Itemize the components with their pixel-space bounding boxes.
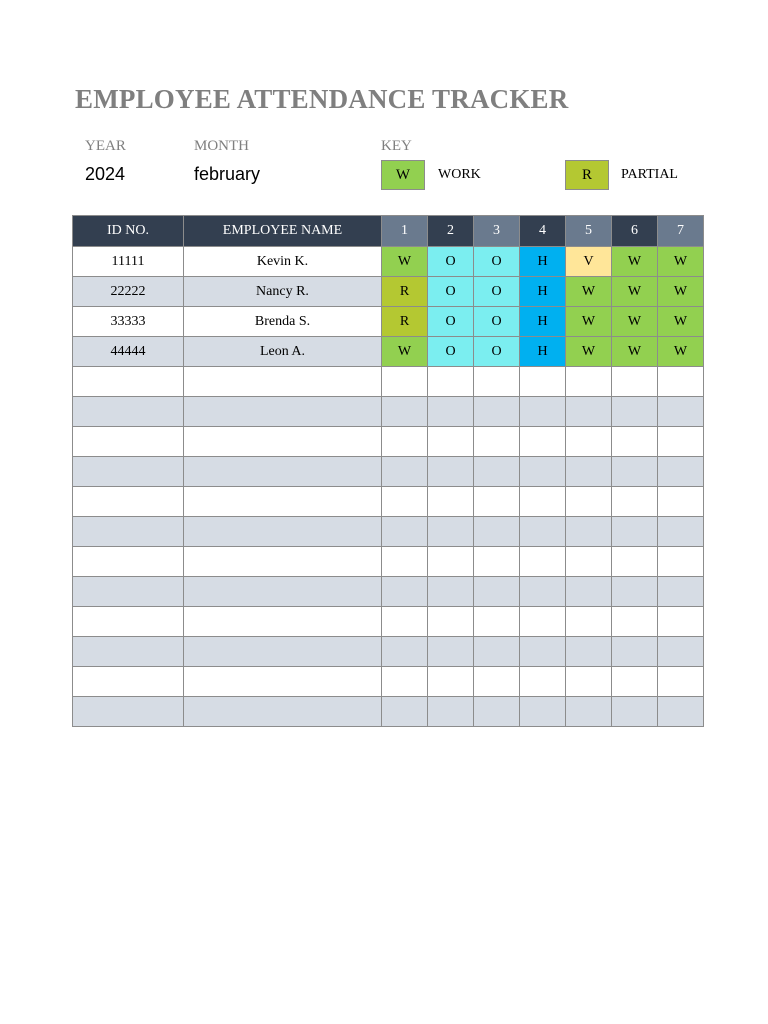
header-day: 4 (520, 216, 566, 247)
cell-day-status[interactable]: W (612, 307, 658, 337)
cell-day-status[interactable] (428, 517, 474, 547)
cell-id[interactable]: 33333 (73, 307, 184, 337)
cell-day-status[interactable] (474, 367, 520, 397)
table-row (73, 487, 704, 517)
cell-day-status[interactable] (612, 397, 658, 427)
month-value[interactable]: february (194, 164, 261, 184)
header-day: 7 (658, 216, 704, 247)
cell-day-status[interactable] (612, 697, 658, 727)
cell-day-status[interactable] (474, 667, 520, 697)
cell-day-status[interactable] (474, 457, 520, 487)
cell-employee-name[interactable] (184, 457, 382, 487)
cell-day-status[interactable] (612, 517, 658, 547)
header-row (73, 216, 704, 247)
cell-day-status[interactable] (612, 637, 658, 667)
cell-id[interactable] (73, 547, 184, 577)
table-row (73, 697, 704, 727)
cell-employee-name[interactable]: Brenda S. (184, 307, 382, 337)
cell-day-status[interactable] (612, 457, 658, 487)
cell-day-status[interactable] (520, 397, 566, 427)
key-work-text: WORK (438, 167, 481, 182)
cell-day-status[interactable] (382, 637, 428, 667)
cell-employee-name[interactable] (184, 547, 382, 577)
header-day: 5 (566, 216, 612, 247)
cell-day-status[interactable]: H (520, 307, 566, 337)
cell-day-status[interactable] (382, 667, 428, 697)
cell-day-status[interactable]: W (658, 337, 704, 367)
key-label: KEY (381, 138, 412, 154)
cell-day-status[interactable] (520, 517, 566, 547)
cell-day-status[interactable] (566, 487, 612, 517)
cell-day-status[interactable] (382, 487, 428, 517)
cell-id[interactable]: 22222 (73, 277, 184, 307)
cell-day-status[interactable] (474, 697, 520, 727)
table-row (73, 427, 704, 457)
cell-day-status[interactable] (428, 487, 474, 517)
cell-day-status[interactable]: O (474, 337, 520, 367)
cell-day-status[interactable]: O (428, 277, 474, 307)
table-row (73, 517, 704, 547)
cell-day-status[interactable] (520, 487, 566, 517)
table-row (73, 577, 704, 607)
cell-day-status[interactable]: O (428, 247, 474, 277)
cell-employee-name[interactable] (184, 667, 382, 697)
cell-day-status[interactable] (520, 367, 566, 397)
cell-day-status[interactable] (658, 487, 704, 517)
year-value[interactable]: 2024 (85, 164, 126, 184)
cell-day-status[interactable] (474, 487, 520, 517)
cell-id[interactable] (73, 607, 184, 637)
cell-day-status[interactable] (658, 517, 704, 547)
cell-id[interactable] (73, 427, 184, 457)
cell-day-status[interactable] (382, 547, 428, 577)
key-partial-text: PARTIAL (621, 167, 678, 182)
cell-day-status[interactable] (382, 457, 428, 487)
cell-day-status[interactable] (612, 607, 658, 637)
cell-day-status[interactable] (612, 547, 658, 577)
cell-day-status[interactable]: R (382, 307, 428, 337)
cell-id[interactable] (73, 637, 184, 667)
cell-day-status[interactable] (474, 427, 520, 457)
cell-day-status[interactable]: V (566, 247, 612, 277)
cell-day-status[interactable] (428, 457, 474, 487)
cell-day-status[interactable] (566, 607, 612, 637)
cell-day-status[interactable] (428, 427, 474, 457)
cell-id[interactable] (73, 517, 184, 547)
cell-id[interactable] (73, 667, 184, 697)
cell-employee-name[interactable] (184, 487, 382, 517)
key-work-swatch: W (381, 160, 425, 190)
table-row (73, 637, 704, 667)
cell-day-status[interactable] (566, 367, 612, 397)
cell-employee-name[interactable] (184, 397, 382, 427)
cell-day-status[interactable] (428, 607, 474, 637)
cell-day-status[interactable] (520, 457, 566, 487)
cell-employee-name[interactable]: Nancy R. (184, 277, 382, 307)
cell-day-status[interactable]: H (520, 337, 566, 367)
month-label: MONTH (194, 138, 249, 154)
cell-day-status[interactable] (520, 577, 566, 607)
cell-employee-name[interactable] (184, 577, 382, 607)
cell-day-status[interactable] (474, 397, 520, 427)
cell-day-status[interactable] (520, 697, 566, 727)
cell-day-status[interactable] (566, 547, 612, 577)
cell-day-status[interactable]: W (612, 337, 658, 367)
cell-day-status[interactable] (612, 667, 658, 697)
cell-id[interactable]: 44444 (73, 337, 184, 367)
cell-day-status[interactable]: O (474, 277, 520, 307)
table-row (73, 307, 704, 337)
cell-day-status[interactable] (566, 697, 612, 727)
table-row (73, 607, 704, 637)
cell-day-status[interactable] (474, 637, 520, 667)
cell-id[interactable] (73, 487, 184, 517)
cell-day-status[interactable] (520, 547, 566, 577)
page-title: EMPLOYEE ATTENDANCE TRACKER (75, 84, 569, 114)
cell-day-status[interactable] (382, 607, 428, 637)
table-row (73, 547, 704, 577)
cell-day-status[interactable] (382, 397, 428, 427)
header-name: EMPLOYEE NAME (184, 216, 382, 247)
cell-day-status[interactable] (520, 637, 566, 667)
table-row (73, 247, 704, 277)
cell-day-status[interactable]: W (382, 247, 428, 277)
header-day: 2 (428, 216, 474, 247)
cell-day-status[interactable] (658, 577, 704, 607)
cell-employee-name[interactable] (184, 607, 382, 637)
cell-day-status[interactable]: W (612, 277, 658, 307)
cell-day-status[interactable] (382, 697, 428, 727)
cell-day-status[interactable]: H (520, 247, 566, 277)
cell-day-status[interactable] (658, 607, 704, 637)
header-day: 6 (612, 216, 658, 247)
cell-day-status[interactable]: W (566, 307, 612, 337)
cell-day-status[interactable] (612, 367, 658, 397)
cell-day-status[interactable] (382, 427, 428, 457)
cell-day-status[interactable] (658, 667, 704, 697)
cell-day-status[interactable] (658, 697, 704, 727)
cell-day-status[interactable]: W (658, 247, 704, 277)
key-partial-swatch: R (565, 160, 609, 190)
table-row (73, 667, 704, 697)
cell-employee-name[interactable]: Leon A. (184, 337, 382, 367)
cell-day-status[interactable] (520, 607, 566, 637)
cell-employee-name[interactable] (184, 697, 382, 727)
table-row (73, 277, 704, 307)
cell-day-status[interactable]: W (658, 277, 704, 307)
cell-day-status[interactable] (382, 577, 428, 607)
cell-day-status[interactable] (520, 427, 566, 457)
header-day: 3 (474, 216, 520, 247)
cell-id[interactable] (73, 577, 184, 607)
cell-day-status[interactable] (566, 457, 612, 487)
cell-id[interactable] (73, 697, 184, 727)
cell-day-status[interactable] (566, 517, 612, 547)
cell-day-status[interactable] (658, 547, 704, 577)
cell-day-status[interactable] (566, 637, 612, 667)
cell-employee-name[interactable] (184, 427, 382, 457)
cell-day-status[interactable]: W (658, 307, 704, 337)
cell-day-status[interactable] (658, 397, 704, 427)
cell-day-status[interactable] (428, 397, 474, 427)
cell-day-status[interactable] (658, 637, 704, 667)
cell-day-status[interactable] (612, 487, 658, 517)
cell-day-status[interactable] (428, 367, 474, 397)
cell-day-status[interactable]: W (566, 277, 612, 307)
cell-employee-name[interactable] (184, 517, 382, 547)
cell-day-status[interactable] (520, 667, 566, 697)
table-row (73, 367, 704, 397)
cell-day-status[interactable] (382, 517, 428, 547)
cell-day-status[interactable] (382, 367, 428, 397)
table-row (73, 397, 704, 427)
cell-employee-name[interactable]: Kevin K. (184, 247, 382, 277)
cell-day-status[interactable] (428, 547, 474, 577)
cell-day-status[interactable] (566, 667, 612, 697)
cell-day-status[interactable]: O (428, 337, 474, 367)
header-id: ID NO. (73, 216, 184, 247)
cell-day-status[interactable]: W (566, 337, 612, 367)
cell-day-status[interactable]: W (382, 337, 428, 367)
cell-day-status[interactable]: O (428, 307, 474, 337)
cell-day-status[interactable] (428, 637, 474, 667)
attendance-table (72, 215, 704, 727)
cell-day-status[interactable] (658, 457, 704, 487)
cell-day-status[interactable] (566, 427, 612, 457)
cell-day-status[interactable]: R (382, 277, 428, 307)
cell-day-status[interactable] (566, 577, 612, 607)
cell-id[interactable]: 11111 (73, 247, 184, 277)
cell-day-status[interactable]: O (474, 247, 520, 277)
cell-id[interactable] (73, 457, 184, 487)
cell-day-status[interactable] (474, 547, 520, 577)
cell-day-status[interactable] (474, 517, 520, 547)
cell-id[interactable] (73, 367, 184, 397)
cell-day-status[interactable] (474, 577, 520, 607)
cell-day-status[interactable] (612, 427, 658, 457)
cell-employee-name[interactable] (184, 637, 382, 667)
cell-day-status[interactable] (428, 667, 474, 697)
cell-day-status[interactable] (566, 397, 612, 427)
table-row (73, 337, 704, 367)
cell-id[interactable] (73, 397, 184, 427)
cell-day-status[interactable] (428, 697, 474, 727)
year-label: YEAR (85, 138, 126, 154)
cell-day-status[interactable] (428, 577, 474, 607)
cell-day-status[interactable] (658, 427, 704, 457)
table-row (73, 457, 704, 487)
cell-employee-name[interactable] (184, 367, 382, 397)
cell-day-status[interactable]: H (520, 277, 566, 307)
cell-day-status[interactable] (474, 607, 520, 637)
cell-day-status[interactable] (612, 577, 658, 607)
cell-day-status[interactable]: O (474, 307, 520, 337)
header-day: 1 (382, 216, 428, 247)
cell-day-status[interactable] (658, 367, 704, 397)
cell-day-status[interactable]: W (612, 247, 658, 277)
